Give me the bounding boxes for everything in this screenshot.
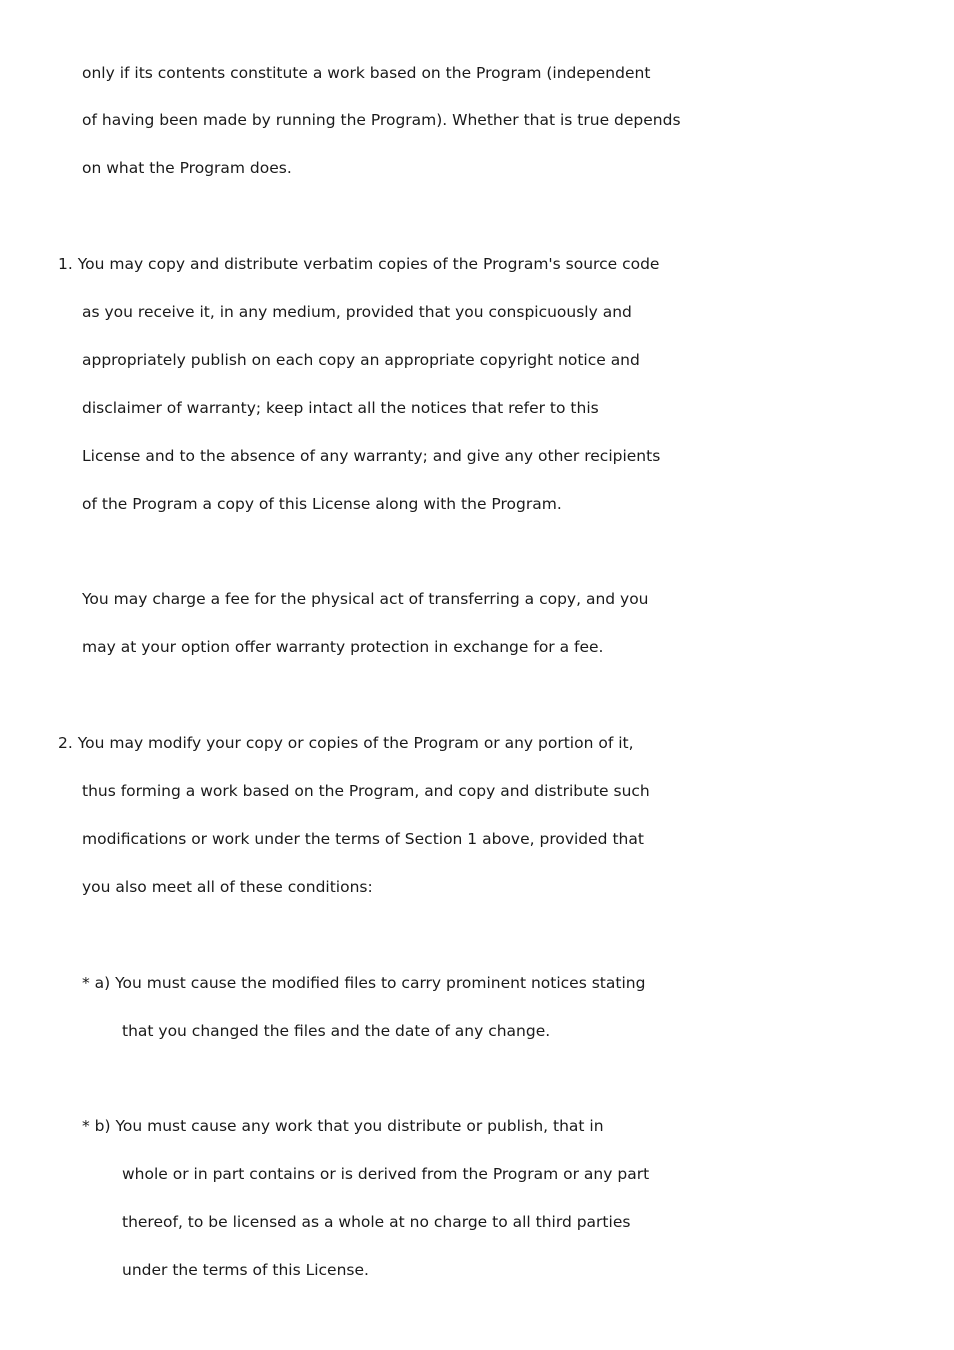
section-2-line: modifications or work under the terms of Section 1 above, provided that (82, 830, 644, 848)
condition-b-line: * b) You must cause any work that you distribute or publish, that in (82, 1117, 604, 1135)
condition-b-line: thereof, to be licensed as a whole at no charge to all third parties (122, 1213, 631, 1231)
section-1-line: of the Program a copy of this License along with the Program. (82, 495, 562, 513)
section-1-line: disclaimer of warranty; keep intact all the notices that refer to this (82, 399, 599, 417)
condition-b-line: whole or in part contains or is derived from the Program or any part (122, 1165, 650, 1183)
condition-a-line: that you changed the files and the date of any change. (122, 1022, 551, 1040)
section-1-line: appropriately publish on each copy an appropriate copyright notice and (82, 351, 640, 369)
section-2-line: thus forming a work based on the Program, and copy and distribute such (82, 782, 650, 800)
section-1-fee-line: You may charge a fee for the physical act of transferring a copy, and you (82, 590, 649, 608)
section-2-line: you also meet all of these conditions: (82, 878, 373, 896)
condition-b-line: under the terms of this License. (122, 1261, 369, 1279)
section-2-line: 2. You may modify your copy or copies of the Program or any portion of it, (58, 734, 634, 752)
section-1-fee-line: may at your option offer warranty protection in exchange for a fee. (82, 638, 604, 656)
intro-line: of having been made by running the Program). Whether that is true depends (82, 111, 681, 129)
intro-line: only if its contents constitute a work based on the Program (independent (82, 64, 651, 82)
intro-line: on what the Program does. (82, 159, 292, 177)
condition-a-line: * a) You must cause the modified files to carry prominent notices stating (82, 974, 646, 992)
section-1-line: 1. You may copy and distribute verbatim copies of the Program's source code (58, 255, 660, 273)
section-1-line: License and to the absence of any warranty; and give any other recipients (82, 447, 661, 465)
section-1-line: as you receive it, in any medium, provided that you conspicuously and (82, 303, 632, 321)
